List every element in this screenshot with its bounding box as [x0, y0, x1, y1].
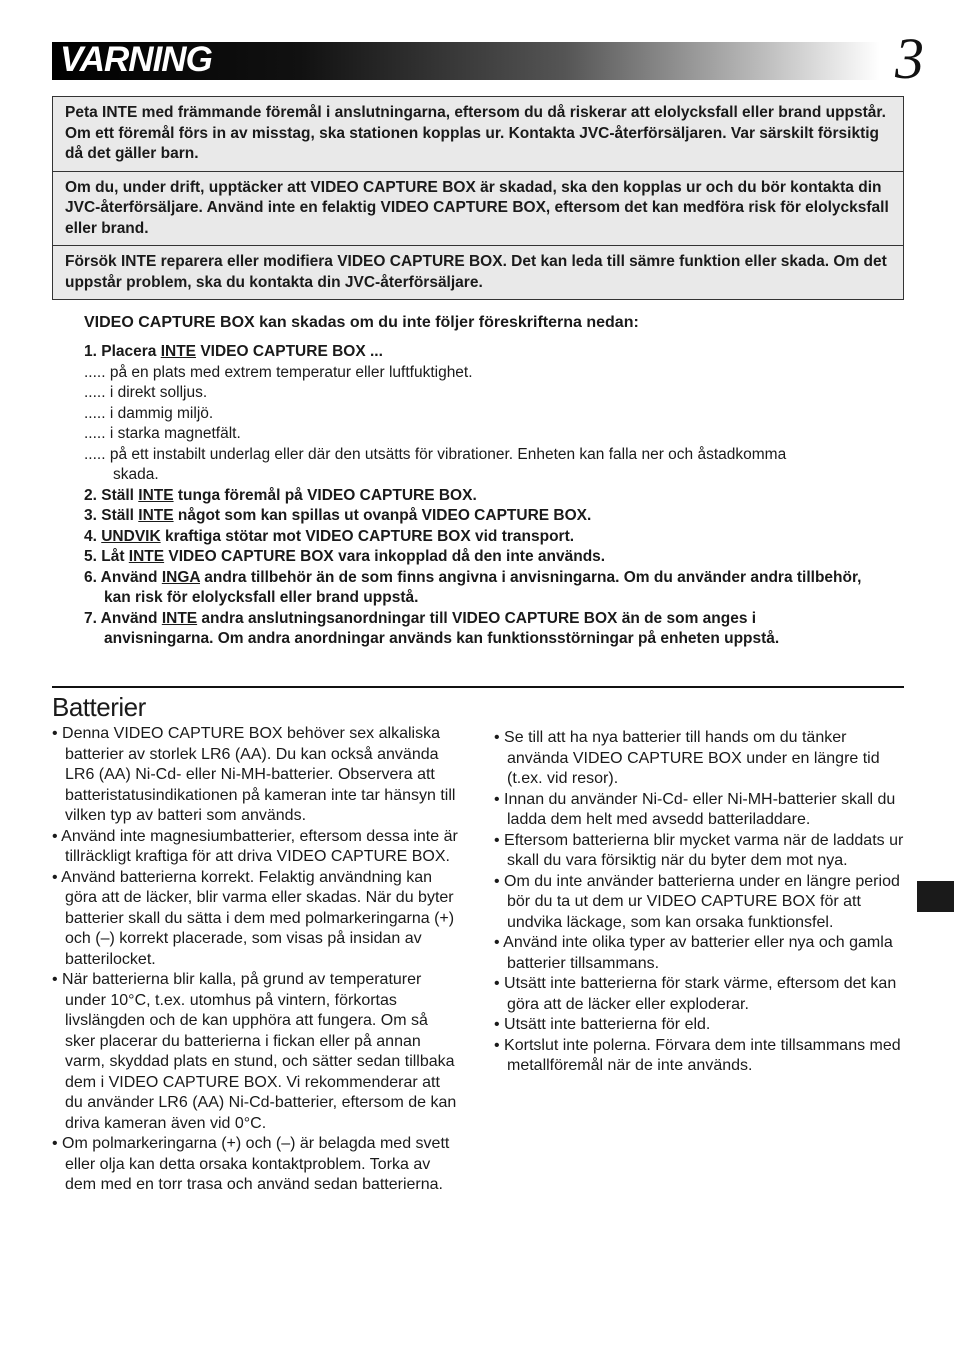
list-item: • Om polmarkeringarna (+) och (–) är belagda med svett eller olja kan detta orsaka kontaktproblem. Torka av dem med en torr trasa och använd sedan batterierna. — [52, 1135, 450, 1193]
precaution-subitem: ..... i direkt solljus. — [84, 384, 208, 401]
item-emphasis: INGA — [161, 568, 200, 586]
item-prefix: 2. Ställ — [84, 486, 139, 504]
item-prefix: 5. Låt — [84, 548, 129, 565]
section-divider — [52, 686, 904, 688]
precaution-subitem: ..... i dammig miljö. — [84, 404, 214, 422]
item-prefix: 6. Använd — [84, 568, 162, 586]
precaution-item — [84, 609, 864, 650]
section-title: Batterier — [52, 692, 146, 722]
list-item: • Kortslut inte polerna. Förvara dem inte tillsammans med metallföremål när de inte används. — [494, 1036, 901, 1074]
item-text: tunga föremål på VIDEO CAPTURE BOX. — [173, 486, 477, 504]
list-item: • Använd inte olika typer av batterier eller nya och gamla batterier tillsammans. — [494, 934, 893, 972]
page-title: VARNING — [60, 40, 212, 79]
list-item: • Utsätt inte batterierna för stark värme, eftersom det kan göra att de läcker eller exploderar. — [494, 975, 897, 1013]
section-tab-marker — [917, 881, 954, 912]
item-text: kraftiga stötar mot VIDEO CAPTURE BOX vid transport. — [160, 527, 575, 545]
item-prefix: 3. Ställ — [84, 507, 139, 524]
item-prefix: 7. Använd — [84, 609, 162, 627]
precaution-list — [84, 313, 884, 650]
warning-item: Peta INTE med främmande föremål i anslutningarna, eftersom du då riskerar att elolycksfall eller brand uppstår. Om ett föremål förs in av misstag, ska stationen kopplas ur. Kontakta JVC-återförsäljaren. Var särskilt försiktig då det gäller barn. — [65, 104, 886, 162]
list-item: • Om du inte använder batterierna under en längre period bör du ta ut dem ur VIDEO CAPTURE BOX för att undvika läckage, som kan orsaka funktionsfel. — [494, 872, 900, 931]
list-item: • Denna VIDEO CAPTURE BOX behöver sex alkaliska batterier av storlek LR6 (AA). Du kan också använda LR6 (AA) Ni-Cd- eller Ni-MH-batterier. Observera att batteristatusindikationen på kameran inte tar hänsyn till vilken typ av batteri som används. — [52, 725, 456, 824]
item-emphasis: INTE — [160, 343, 197, 360]
list-item: • Utsätt inte batterierna för eld. — [494, 1016, 711, 1033]
item-text: något som kan spillas ut ovanpå VIDEO CAPTURE BOX. — [173, 507, 592, 524]
item-emphasis: INTE — [138, 486, 174, 504]
item-prefix: 4. — [84, 527, 102, 545]
precaution-subitem: ..... i starka magnetfält. — [84, 425, 241, 442]
item-emphasis: INTE — [138, 507, 174, 524]
list-item: • Använd inte magnesiumbatterier, eftersom dessa inte är tillräckligt kraftiga för att driva VIDEO CAPTURE BOX. — [52, 827, 458, 865]
page-number: 3 — [895, 26, 924, 91]
item-text: andra tillbehör än de som finns angivna i anvisningarna. Om du använder andra tillbehör, kan risk för elolycksfall eller brand uppstå. — [104, 568, 862, 606]
item-emphasis: INTE — [128, 548, 165, 565]
precaution-item — [84, 547, 884, 568]
list-item: • Eftersom batterierna blir mycket varma när de laddats ur skall du vara försiktig när du byter dem mot nya. — [494, 831, 904, 869]
item-emphasis: INTE — [161, 609, 198, 627]
item-text: VIDEO CAPTURE BOX vara inkopplad då den inte används. — [164, 548, 606, 565]
list-item: • Se till att ha nya batterier till hands om du tänker använda VIDEO CAPTURE BOX under en längre tid (t.ex. vid resor). — [494, 729, 880, 787]
item-text: andra anslutningsanordningar till VIDEO CAPTURE BOX än de som anges i anvisningarna. Om andra anordningar används kan funktionsstörningar på enheten uppstå. — [104, 609, 780, 647]
precaution-subitem: ..... på en plats med extrem temperatur eller luftfuktighet. — [84, 363, 473, 381]
precaution-heading: VIDEO CAPTURE BOX kan skadas om du inte följer föreskrifterna nedan: — [84, 314, 639, 331]
precaution-subitem: ..... på ett instabilt underlag eller där den utsätts för vibrationer. Enheten kan falla ner och åstadkomma skada. — [84, 445, 787, 483]
battery-notes-left — [52, 724, 462, 1196]
battery-notes-right — [494, 728, 904, 1077]
item-text: VIDEO CAPTURE BOX ... — [196, 343, 383, 360]
list-item: • Innan du använder Ni-Cd- eller Ni-MH-batterier skall du ladda dem helt med avsedd batteriladdare. — [494, 790, 896, 828]
precaution-item — [84, 506, 884, 527]
precaution-item — [84, 342, 884, 363]
list-item: • Använd batterierna korrekt. Felaktig användning kan göra att de läcker, blir varma eller skadas. När du byter batterier skall du sätta i dem med polmarkeringarna (+) och (–) korrekt placerade, som visas på insidan av batterilocket. — [52, 868, 455, 968]
warning-item: Om du, under drift, upptäcker att VIDEO CAPTURE BOX är skadad, ska den kopplas ur och du bör kontakta din JVC-återförsäljare. Använd inte en felaktig VIDEO CAPTURE BOX, eftersom det kan medföra risk för elolycksfall eller brand. — [53, 171, 903, 246]
warning-box — [52, 96, 904, 300]
warning-item: Försök INTE reparera eller modifiera VIDEO CAPTURE BOX. Det kan leda till sämre funktion eller skada. Om det uppstår problem, ska du kontakta din JVC-återförsäljare. — [53, 245, 903, 299]
item-prefix: 1. Placera — [84, 343, 161, 360]
precaution-item — [84, 527, 884, 548]
list-item: • När batterierna blir kalla, på grund av temperaturer under 10°C, t.ex. utomhus på vintern, förkortas livslängden och de kan upphöra att fungera. Om så sker placerar du batterierna i fickan eller på annan varm, skyddad plats en stund, och sätter sedan tillbaka dem i VIDEO CAPTURE BOX. Vi rekommenderar att du använder LR6 (AA) Ni-Cd-batterier, eftersom de kan driva kameran även vid 0°C. — [52, 971, 457, 1132]
item-emphasis: UNDVIK — [101, 527, 161, 545]
precaution-item — [84, 568, 884, 609]
precaution-item — [84, 486, 884, 507]
